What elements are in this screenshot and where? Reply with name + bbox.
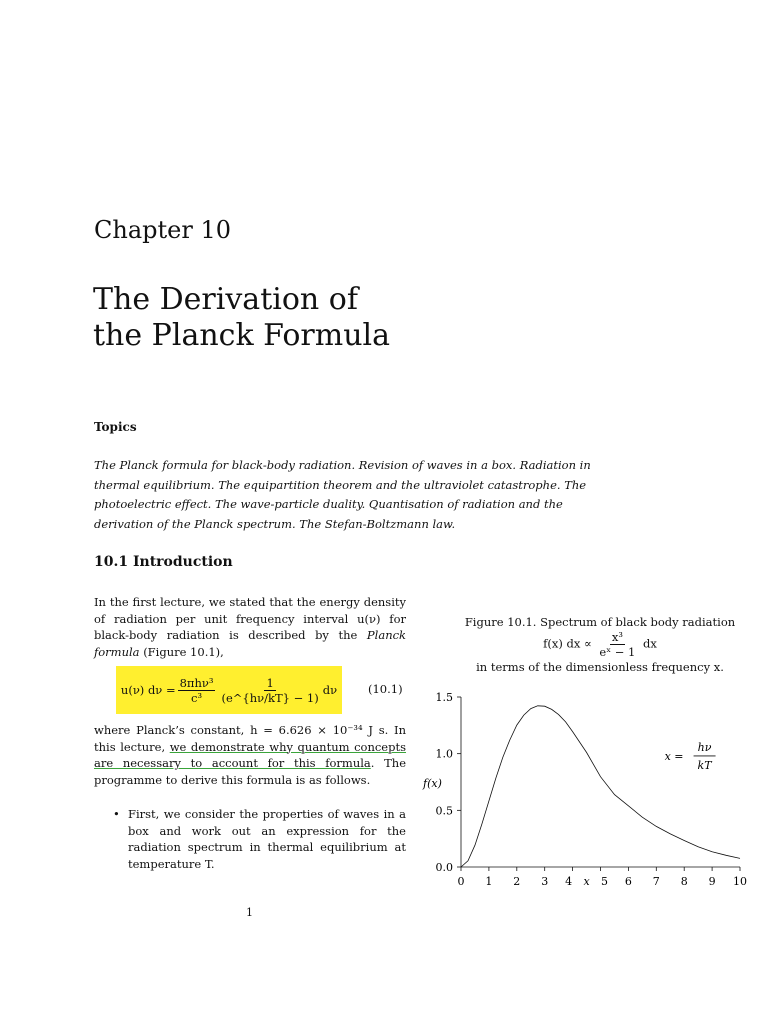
y-axis-label: f(x) <box>423 777 442 790</box>
intro-paragraph <box>94 594 406 660</box>
figure-formula <box>440 630 760 659</box>
x-equals-annotation <box>665 741 716 772</box>
x-tick-label: 2 <box>513 875 521 888</box>
bullet-dot-icon: • <box>113 807 120 821</box>
fig-formula-tail: dx <box>643 636 657 651</box>
x-tick-label: 10 <box>733 875 747 888</box>
planck-equation <box>116 666 342 714</box>
chart-axes <box>461 697 740 867</box>
eq-fraction-1 <box>178 676 216 705</box>
eq-lhs: u(ν) dν = <box>120 683 176 697</box>
x-tick-label: 0 <box>457 875 465 888</box>
y-tick-label: 1.0 <box>435 747 453 761</box>
topics-text: The Planck formula for black-body radiation. Revision of waves in a box. Radiation in thermal equilibrium. The equipartition theorem and the ultraviolet catastrophe. The photoelectric effect. The wave-particle duality. Quantisation of radiation and the derivation of the Planck spectrum. The Stefan-Boltzmann law. <box>94 458 591 531</box>
x-tick-label: 9 <box>708 875 716 888</box>
after-equation-paragraph <box>94 722 406 788</box>
x-tick-label: 4 <box>565 875 573 888</box>
annotation-den: kT <box>697 758 712 772</box>
after-eq-text-2: . The programme to derive this formula is as follows. <box>94 756 406 787</box>
x-tick-label: 1 <box>485 875 493 888</box>
figure-caption-2: in terms of the dimensionless frequency x. <box>476 660 724 674</box>
equation-number: (10.1) <box>368 682 403 696</box>
underlined-text: we demonstrate why quantum concepts are necessary to account for this formula <box>94 739 407 770</box>
x-tick-label: 6 <box>624 875 632 888</box>
y-tick-label: 1.5 <box>435 691 453 704</box>
x-tick-label: 5 <box>601 875 608 888</box>
fig-formula-lhs: f(x) dx ∝ <box>543 636 592 651</box>
bullet-text: First, we consider the properties of waves in a box and work out an expression for the radiation spectrum in thermal equilibrium at temperature T. <box>128 807 406 871</box>
chapter-title <box>93 282 390 354</box>
annotation-num: hν <box>697 740 712 754</box>
planck-formula-term: Planck formula <box>94 628 407 659</box>
figure-caption: Figure 10.1. Spectrum of black body radiation <box>464 615 736 629</box>
spectrum-curve <box>461 706 740 867</box>
section-heading: 10.1 Introduction <box>94 554 233 570</box>
title-line-2: the Planck Formula <box>93 318 390 353</box>
intro-text-2: (Figure 10.1), <box>143 644 224 659</box>
x-tick-label: 8 <box>680 875 688 888</box>
eq-fraction-2 <box>219 676 320 705</box>
x-axis-label: x <box>583 875 590 888</box>
x-tick-label: 3 <box>541 875 549 888</box>
y-tick-label: 0.0 <box>435 861 453 874</box>
eq-tail: dν <box>322 683 338 697</box>
fig-formula-den: eˣ − 1 <box>599 645 636 659</box>
x-ticks <box>458 867 748 888</box>
eq-den-2: (e^{hν/kT} − 1) <box>221 690 319 705</box>
x-tick-label: 7 <box>652 875 660 888</box>
y-tick-label: 0.5 <box>435 804 453 818</box>
after-eq-text-1: where Planck’s constant, h = 6.626 × 10⁻³⁴ J s. In this lecture, <box>94 723 406 754</box>
spectrum-chart <box>410 685 760 900</box>
fig-formula-fraction <box>597 630 637 659</box>
intro-text-1: In the first lecture, we stated that the energy density of radiation per unit frequency interval u(ν) for black-body radiation is described by the <box>94 595 406 642</box>
topics-heading: Topics <box>94 420 137 434</box>
eq-num-2: 1 <box>266 675 274 690</box>
fig-formula-num: x³ <box>611 630 623 644</box>
eq-num-1: 8πhν³ <box>179 675 214 690</box>
bullet-item <box>113 806 406 872</box>
eq-den-1: c³ <box>191 690 203 705</box>
page-number: 1 <box>246 906 253 919</box>
chapter-label: Chapter 10 <box>94 216 231 244</box>
title-line-1: The Derivation of <box>93 282 358 317</box>
annotation-lhs: x = <box>664 749 684 763</box>
